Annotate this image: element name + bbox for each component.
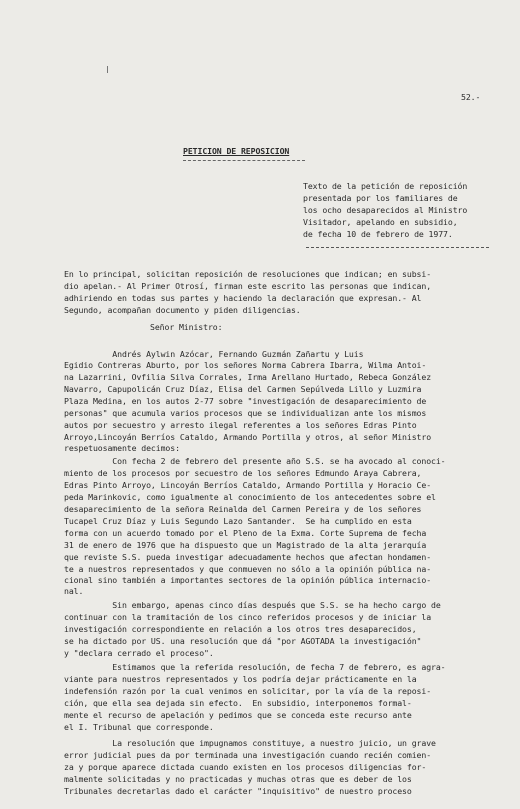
caption-rule (306, 247, 489, 248)
document-title: PETICION DE REPOSICION (183, 146, 290, 156)
body-line: viante para nuestros representados y los podría dejar prácticamente en la (64, 674, 417, 684)
body-line: autos por secuestro y arresto ilegal referentes a los señores Edras Pinto (64, 420, 417, 430)
body-line: Tucapel Cruz Díaz y Luis Segundo Lazo Santander. Se ha cumplido en esta (64, 516, 412, 526)
body-line: na Lazarrini, Ovfilia Silva Corrales, Irma Arellano Hurtado, Rebeca González (64, 372, 432, 382)
body-line: Edras Pinto Arroyo, Lincoyán Berríos Cataldo, Armando Portilla y Horacio Ce- (64, 480, 432, 490)
body-line: peda Marinkovic, como igualmente al conocimiento de los antecedentes sobre el (64, 492, 436, 502)
summary-line: En lo principal, solicitan reposición de resoluciones que indican; en subsi- (64, 269, 432, 279)
body-line: respetuosamente decimos: (64, 443, 180, 453)
summary-line: dio apelan.- Al Primer Otrosí, firman este escrito las personas que indican, (64, 281, 432, 291)
caption-line: de fecha 10 de febrero de 1977. (303, 229, 453, 239)
body-line: Arroyo,Lincoyán Berríos Cataldo, Armando Portilla y otros, al señor Ministro (64, 432, 432, 442)
body-line: Egidio Contreras Aburto, por los señores Norma Cabrera Ibarra, Wilma Antoi- (64, 360, 427, 370)
body-line: forma con un acuerdo tomado por el Pleno de la Exma. Corte Suprema de fecha (64, 528, 427, 538)
body-line: nal. (64, 586, 84, 596)
caption-line: Texto de la petición de reposición (303, 181, 468, 191)
body-line: Andrés Aylwin Azócar, Fernando Guzmán Zañartu y Luis (64, 349, 364, 359)
body-line: 31 de enero de 1976 que ha dispuesto que un Magistrado de la alta jerarquía (64, 540, 427, 550)
body-line: indefensión razón por la cual venimos en solicitar, por la vía de la reposi- (64, 686, 432, 696)
body-line: error judicial pues da por terminada una investigación cuando recién comien- (64, 750, 432, 760)
body-line: desaparecimiento de la señora Reinalda del Carmen Pereira y de los señores (64, 504, 422, 514)
body-line: za y porque aparece dictada cuando existen en los procesos diligencias for- (64, 762, 427, 772)
body-line: el I. Tribunal que corresponde. (64, 722, 214, 732)
body-line: miento de los procesos por secuestro de los señores Edmundo Araya Cabrera, (64, 468, 422, 478)
body-line: se ha dictado por US. una resolución que dá "por AGOTADA la investigación" (64, 636, 422, 646)
body-line: ción, que ella sea dejada sin efecto. En subsidio, interponemos formal- (64, 698, 412, 708)
caption-line: presentada por los familiares de (303, 193, 458, 203)
page-number: 52.- (461, 92, 481, 102)
body-line: Sin embargo, apenas cinco días después que S.S. se ha hecho cargo de (64, 600, 441, 610)
caption-line: los ocho desaparecidos al Ministro (303, 205, 468, 215)
body-line: mente el recurso de apelación y pedimos que se conceda este recurso ante (64, 710, 412, 720)
title-underline (183, 160, 305, 161)
body-line: Plaza Medina, en los autos 2-77 sobre "investigación de desaparecimiento de (64, 396, 427, 406)
body-line: Con fecha 2 de febrero del presente año S.S. se ha avocado al conoci- (64, 456, 446, 466)
body-line: La resolución que impugnamos constituye, a nuestro juicio, un grave (64, 738, 436, 748)
body-line: malmente solicitadas y no practicadas y muchas otras que es deber de los (64, 774, 412, 784)
body-line: personas" que acumula varios procesos que se individualizan ante los mismos (64, 408, 427, 418)
body-line: Estimamos que la referida resolución, de fecha 7 de febrero, es agra- (64, 662, 446, 672)
body-line: investigación correspondiente en relación a los otros tres desaparecidos, (64, 624, 417, 634)
body-line: y "declara cerrado el proceso". (64, 648, 214, 658)
summary-line: Segundo, acompañan documento y piden diligencias. (64, 305, 301, 315)
body-line: te a nuestros representados y que conmueven no sólo a la opinión pública na- (64, 564, 432, 574)
body-line: continuar con la tramitación de los cinco referidos procesos y de iniciar la (64, 612, 432, 622)
summary-line: adhiriendo en todas sus partes y haciendo la declaración que expresan.- Al (64, 293, 422, 303)
body-line: Tribunales decretarlas dado el carácter "inquisitivo" de nuestro proceso (64, 786, 412, 796)
salutation: Señor Ministro: (150, 322, 223, 332)
stray-mark (107, 66, 108, 73)
body-line: Navarro, Capupolicán Cruz Díaz, Elisa del Carmen Sepúlveda Lillo y Luzmira (64, 384, 422, 394)
body-line: cional sino también a importantes sectores de la opinión pública internacio- (64, 575, 432, 585)
caption-line: Visitador, apelando en subsidio, (303, 217, 458, 227)
body-line: que reviste S.S. pueda investigar adecuadamente hechos que afectan hondamen- (64, 552, 432, 562)
